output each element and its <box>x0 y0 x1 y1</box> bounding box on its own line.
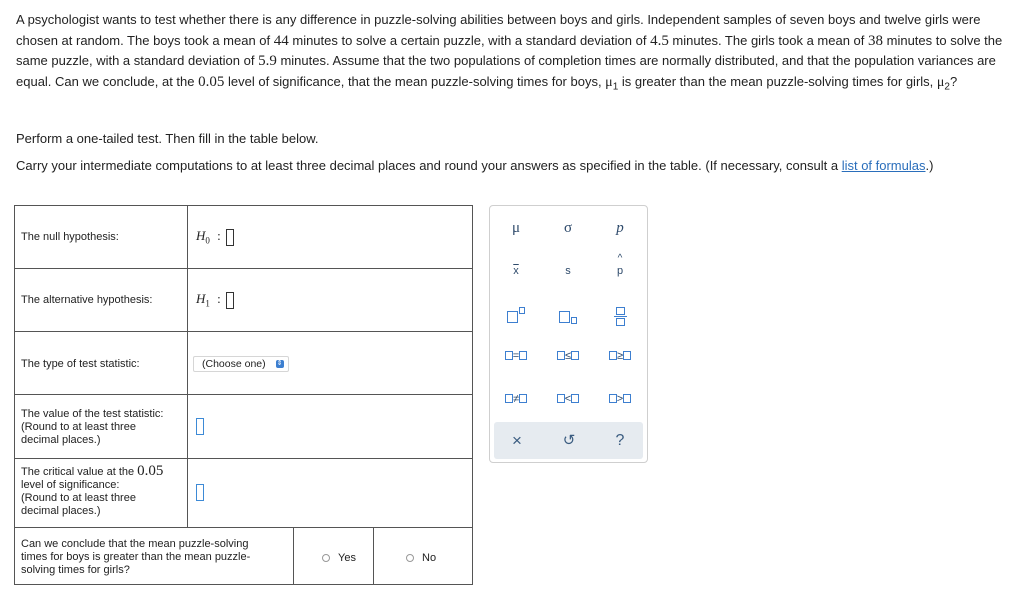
left-square-icon <box>557 351 565 360</box>
left-square-icon <box>609 351 617 360</box>
conclusion-label: Can we conclude that the mean puzzle-solving times for boys is greater than the mean puzzle- solving times for girls? <box>21 538 251 576</box>
greater-than-button[interactable]: > <box>600 386 640 410</box>
alternative-hypothesis-input[interactable] <box>226 292 234 309</box>
p-hat-button[interactable]: ^ p <box>616 253 624 277</box>
right-square-icon <box>623 394 631 403</box>
critical-value-cell <box>187 459 472 527</box>
x-bar-button[interactable]: $\overline{x}$ <box>513 265 519 277</box>
test-statistic-value-label: The value of the test statistic: (Round to at least three decimal places.) <box>21 408 164 446</box>
alternative-hypothesis-cell <box>187 269 472 331</box>
not-equal-button[interactable]: ≠ <box>496 386 536 410</box>
row-null-hypothesis <box>15 206 472 269</box>
null-hypothesis-symbol: $H_0$ : <box>196 228 234 246</box>
alternative-hypothesis-symbol: $H_1$ : <box>196 291 234 309</box>
sigma-button[interactable]: σ <box>563 220 573 236</box>
conclusion-no-radio[interactable]: No <box>406 552 436 564</box>
clear-icon[interactable]: × <box>512 431 522 450</box>
less-than-button[interactable]: < <box>548 386 588 410</box>
null-hypothesis-label: The null hypothesis: <box>21 231 119 243</box>
right-square-icon <box>519 351 527 360</box>
p-button[interactable]: p <box>616 220 624 236</box>
palette-toolbar <box>494 422 643 459</box>
instruction-perform: Perform a one-tailed test. Then fill in the table below. <box>16 131 319 146</box>
row-alternative-hypothesis <box>15 269 472 332</box>
fraction-button[interactable] <box>600 304 640 328</box>
less-equal-button[interactable]: ≤ <box>548 343 588 367</box>
s-button[interactable]: s <box>565 265 571 277</box>
row-conclusion <box>15 528 472 584</box>
select-arrows-icon: ⇕ <box>276 360 283 368</box>
alternative-hypothesis-label: The alternative hypothesis: <box>21 294 153 306</box>
row-test-statistic-value <box>15 395 472 459</box>
base-square-icon <box>559 311 570 323</box>
right-square-icon <box>571 394 579 403</box>
exponent-square-icon <box>519 307 525 314</box>
equals-button[interactable]: = <box>496 343 536 367</box>
instruction-carry: Carry your intermediate computations to at least three decimal places and round your answers as specified in the table. (If necessary, consult a list of formulas.) <box>16 158 934 173</box>
subscript-button[interactable] <box>548 304 588 328</box>
test-statistic-type-label: The type of test statistic: <box>21 358 140 370</box>
left-square-icon <box>505 351 513 360</box>
right-square-icon <box>519 394 527 403</box>
answer-table <box>14 205 473 585</box>
symbol-palette <box>489 205 648 463</box>
null-hypothesis-cell <box>187 206 472 268</box>
hat-icon: ^ <box>617 253 623 264</box>
left-square-icon <box>557 394 565 403</box>
right-square-icon <box>623 351 631 360</box>
test-statistic-value-input[interactable] <box>196 418 204 435</box>
conclusion-no-cell <box>373 528 473 584</box>
greater-equal-button[interactable]: ≥ <box>600 343 640 367</box>
null-hypothesis-input[interactable] <box>226 229 234 246</box>
row-test-statistic-type <box>15 332 472 395</box>
critical-value-label: The critical value at the 0.05 level of significance: (Round to at least three decimal places.) <box>21 463 164 517</box>
radio-circle-icon <box>322 554 330 562</box>
undo-icon[interactable]: ↺ <box>562 432 576 449</box>
right-square-icon <box>571 351 579 360</box>
test-statistic-type-cell <box>187 332 472 394</box>
fraction-icon <box>614 307 627 326</box>
help-icon[interactable]: ? <box>615 432 625 449</box>
critical-value-input[interactable] <box>196 484 204 501</box>
test-statistic-type-select[interactable]: (Choose one) ⇕ <box>193 356 289 372</box>
mu-button[interactable]: μ <box>511 220 521 236</box>
radio-circle-icon <box>406 554 414 562</box>
superscript-button[interactable] <box>496 304 536 328</box>
left-square-icon <box>505 394 513 403</box>
base-square-icon <box>507 311 518 323</box>
subscript-square-icon <box>571 317 577 324</box>
conclusion-yes-radio[interactable]: Yes <box>322 552 356 564</box>
left-square-icon <box>609 394 617 403</box>
problem-statement: A psychologist wants to test whether there is any difference in puzzle-solving abilities between boys and girls. Independent samples of seven boys and twelve girls were chosen at random. The boys took a mean of 44 minutes to solve a certain puzzle, with a standard deviation of 4.5 minutes. The girls took a mean of 38 minutes to solve the same puzzle, with a standard deviation of 5.9 minutes. Assume that the two populations of completion times are normally distributed, and that the population variances are equal. Can we conclude, at the 0.05 level of significance, that the mean puzzle-solving times for boys, $\mu_1$ is greater than the mean puzzle-solving times for girls, $\mu_2$? <box>16 12 1003 93</box>
list-of-formulas-link[interactable]: list of formulas <box>841 158 926 173</box>
row-critical-value <box>15 459 472 528</box>
conclusion-yes-cell <box>293 528 374 584</box>
test-statistic-value-cell <box>187 395 472 458</box>
